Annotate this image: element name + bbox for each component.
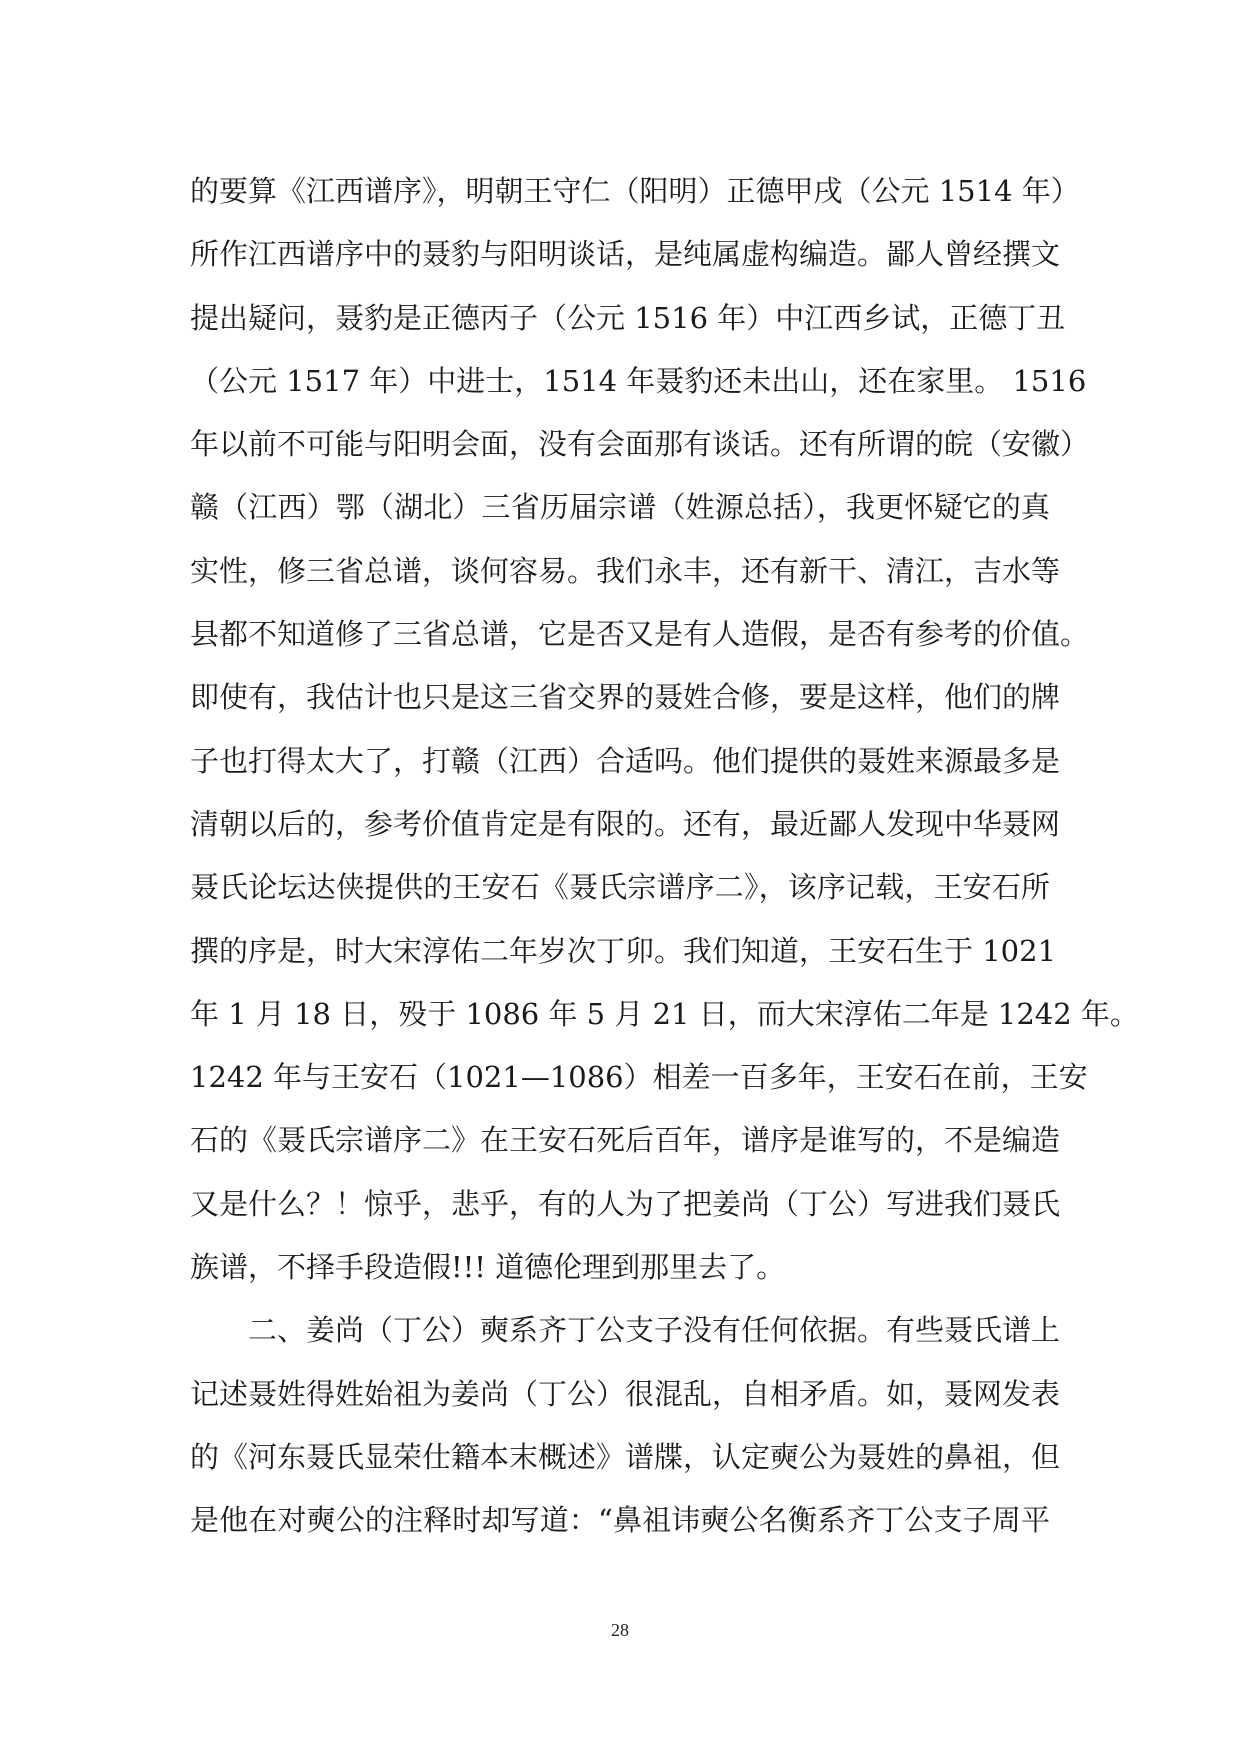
- text-line: 即使有，我估计也只是这三省交界的聂姓合修，要是这样，他们的牌: [190, 680, 1061, 715]
- text-line: 又是什么？！惊乎，悲乎，有的人为了把姜尚（丁公）写进我们聂氏: [190, 1186, 1061, 1221]
- text-line: 的《河东聂氏显荣仕籍本末概述》谱牒，认定奭公为聂姓的鼻祖，但: [190, 1439, 1061, 1474]
- text-line: 赣（江西）鄂（湖北）三省历届宗谱（姓源总括），我更怀疑它的真: [190, 490, 1050, 525]
- text-line: 二、姜尚（丁公）奭系齐丁公支子没有任何依据。有些聂氏谱上: [248, 1313, 1061, 1348]
- text-line: 聂氏论坛达侠提供的王安石《聂氏宗谱序二》，该序记载，王安石所: [190, 870, 1050, 905]
- text-line: 族谱，不择手段造假!!! 道德伦理到那里去了。: [190, 1250, 786, 1285]
- text-line: 的要算《江西谱序》，明朝王守仁（阳明）正德甲戌（公元 1514 年）: [190, 174, 1080, 208]
- text-line: 年以前不可能与阳明会面，没有会面那有谈话。还有所谓的皖（安徽）: [190, 427, 1090, 462]
- page-number: 28: [611, 1620, 629, 1640]
- text-line: （公元 1517 年）中进士，1514 年聂豹还未出山，还在家里。 1516: [190, 363, 1087, 398]
- text-line: 提出疑问，聂豹是正德丙子（公元 1516 年）中江西乡试，正德丁丑: [190, 300, 1066, 335]
- text-line: 撰的序是，时大宋淳佑二年岁次丁卯。我们知道，王安石生于 1021: [190, 933, 1057, 968]
- text-line: 县都不知道修了三省总谱，它是否又是有人造假，是否有参考的价值。: [190, 617, 1090, 652]
- text-line: 实性，修三省总谱，谈何容易。我们永丰，还有新干、清江，吉水等: [190, 553, 1061, 588]
- text-line: 年 1 月 18 日，殁于 1086 年 5 月 21 日，而大宋淳佑二年是 1242 年。: [190, 996, 1139, 1031]
- text-line: 是他在对奭公的注释时却写道：“鼻祖讳奭公名衡系齐丁公支子周平: [190, 1503, 1050, 1538]
- text-line: 所作江西谱序中的聂豹与阳明谈话，是纯属虚构编造。鄙人曾经撰文: [190, 237, 1061, 272]
- paragraph-1: [190, 160, 1139, 1299]
- text-line: 石的《聂氏宗谱序二》在王安石死后百年，谱序是谁写的，不是编造: [190, 1123, 1061, 1158]
- text-line: 子也打得太大了，打赣（江西）合适吗。他们提供的聂姓来源最多是: [190, 743, 1061, 778]
- text-line: 记述聂姓得姓始祖为姜尚（丁公）很混乱，自相矛盾。如，聂网发表: [190, 1376, 1061, 1411]
- paragraph-2: [190, 1299, 1061, 1552]
- text-line: 1242 年与王安石（1021—1086）相差一百多年，王安石在前，王安: [190, 1060, 1088, 1095]
- text-line: 清朝以后的，参考价值肯定是有限的。还有，最近鄙人发现中华聂网: [190, 806, 1061, 841]
- body-text: [190, 160, 1139, 1553]
